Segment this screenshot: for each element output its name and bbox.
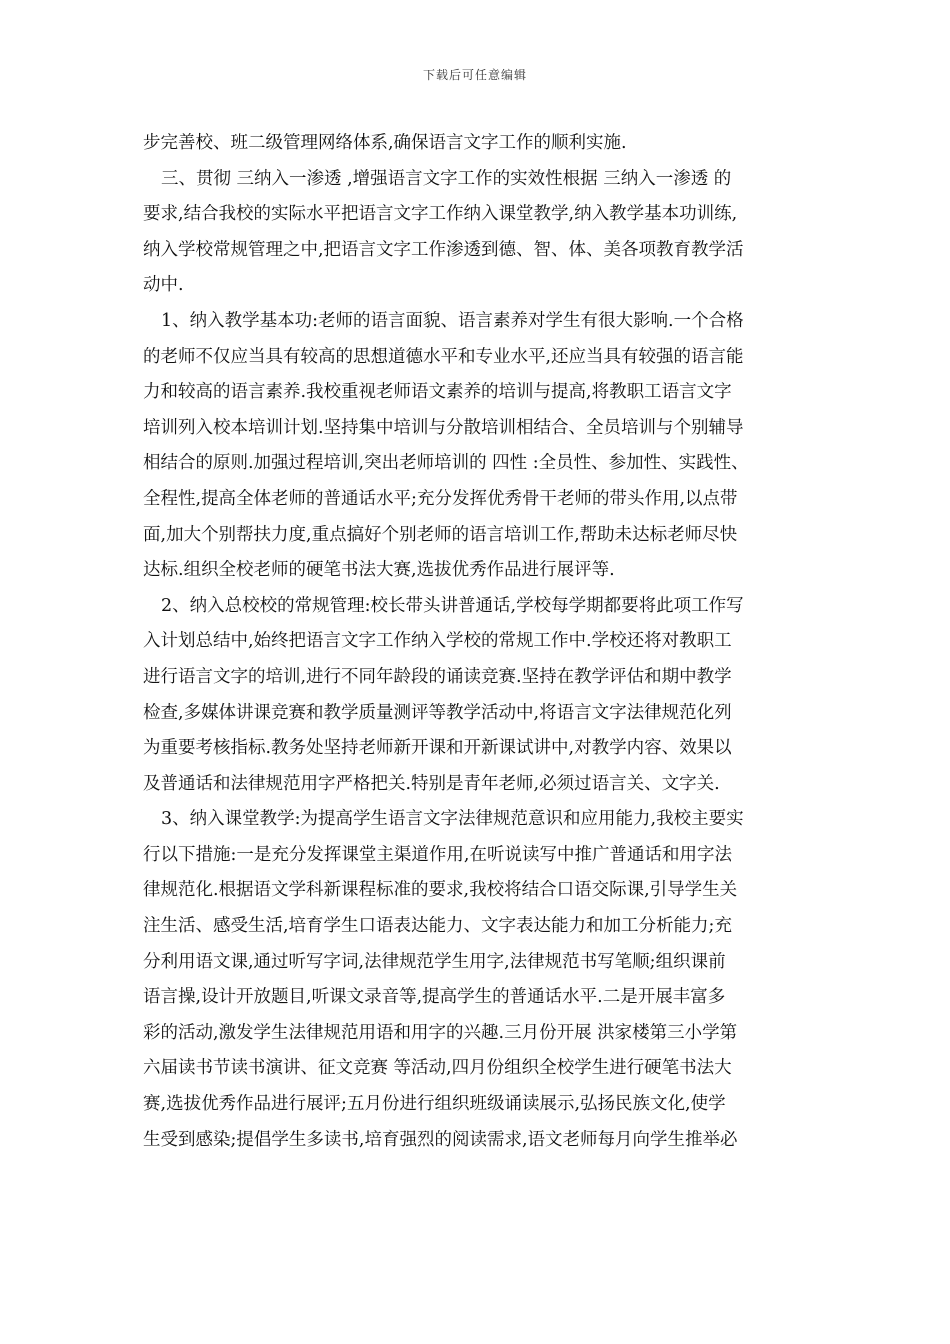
text-line-item-3: 3、纳入课堂教学:为提高学生语言文字法律规范意识和应用能力,我校主要实 — [161, 809, 744, 830]
text-line: 注生活、感受生活,培育学生口语表达能力、文字表达能力和加工分析能力;充 — [143, 916, 732, 937]
text-line: 生受到感染;提倡学生多读书,培育强烈的阅读需求,语文老师每月向学生推举必 — [143, 1129, 738, 1150]
text-line: 要求,结合我校的实际水平把语言文字工作纳入课堂教学,纳入教学基本功训练, — [143, 204, 738, 225]
text-line: 达标.组织全校老师的硬笔书法大赛,选拔优秀作品进行展评等. — [143, 560, 615, 581]
text-line-item-1: 1、纳入教学基本功:老师的语言面貌、语言素养对学生有很大影响.一个合格 — [161, 310, 744, 331]
text-line: 步完善校、班二级管理网络体系,确保语言文字工作的顺利实施. — [143, 133, 627, 153]
text-line: 培训列入校本培训计划.坚持集中培训与分散培训相结合、全员培训与个别辅导 — [143, 417, 744, 438]
text-line: 赛,选拔优秀作品进行展评;五月份进行组织班级诵读展示,弘扬民族文化,使学 — [143, 1094, 726, 1115]
text-line: 及普通话和法律规范用字严格把关.特别是青年老师,必须过语言关、文字关. — [143, 773, 720, 794]
text-line: 纳入学校常规管理之中,把语言文字工作渗透到德、智、体、美各项教育教学活 — [143, 239, 744, 260]
text-line: 相结合的原则.加强过程培训,突出老师培训的 四性 :全员性、参加性、实践性、 — [143, 453, 749, 474]
text-line: 全程性,提高全体老师的普通话水平;充分发挥优秀骨干老师的带头作用,以点带 — [143, 488, 738, 509]
page-header-note: 下载后可任意编辑 — [422, 68, 527, 82]
text-line-section-heading: 三、贯彻 三纳入一渗透 ,增强语言文字工作的实效性根据 三纳入一渗透 的 — [161, 168, 732, 189]
text-line: 面,加大个别帮扶力度,重点搞好个别老师的语言培训工作,帮助未达标老师尽快 — [143, 524, 738, 545]
text-line: 律规范化.根据语文学科新课程标准的要求,我校将结合口语交际课,引导学生关 — [143, 880, 738, 901]
text-line-item-2: 2、纳入总校校的常规管理:校长带头讲普通话,学校每学期都要将此项工作写 — [161, 595, 744, 616]
text-line: 行以下措施:一是充分发挥课堂主渠道作用,在听说读写中推广普通话和用字法 — [143, 844, 732, 865]
document-body — [143, 126, 823, 1158]
text-line: 分利用语文课,通过听写字词,法律规范学生用字,法律规范书写笔顺;组织课前 — [143, 951, 726, 972]
text-line: 力和较高的语言素养.我校重视老师语文素养的培训与提高,将教职工语言文字 — [143, 382, 732, 403]
text-line: 彩的活动,激发学生法律规范用语和用字的兴趣.三月份开展 洪家楼第三小学第 — [143, 1022, 738, 1043]
text-line: 的老师不仅应当具有较高的思想道德水平和专业水平,还应当具有较强的语言能 — [143, 346, 744, 367]
text-line: 语言操,设计开放题目,听课文录音等,提高学生的普通话水平.二是开展丰富多 — [143, 987, 726, 1008]
text-line: 进行语言文字的培训,进行不同年龄段的诵读竞赛.坚持在教学评估和期中教学 — [143, 666, 732, 687]
text-line: 检查,多媒体讲课竞赛和教学质量测评等教学活动中,将语言文字法律规范化列 — [143, 702, 732, 723]
text-line: 动中. — [143, 275, 184, 296]
text-line: 入计划总结中,始终把语言文字工作纳入学校的常规工作中.学校还将对教职工 — [143, 631, 732, 652]
text-line: 为重要考核指标.教务处坚持老师新开课和开新课试讲中,对教学内容、效果以 — [143, 738, 732, 759]
text-line: 六届读书节读书演讲、征文竞赛 等活动,四月份组织全校学生进行硬笔书法大 — [143, 1058, 732, 1079]
